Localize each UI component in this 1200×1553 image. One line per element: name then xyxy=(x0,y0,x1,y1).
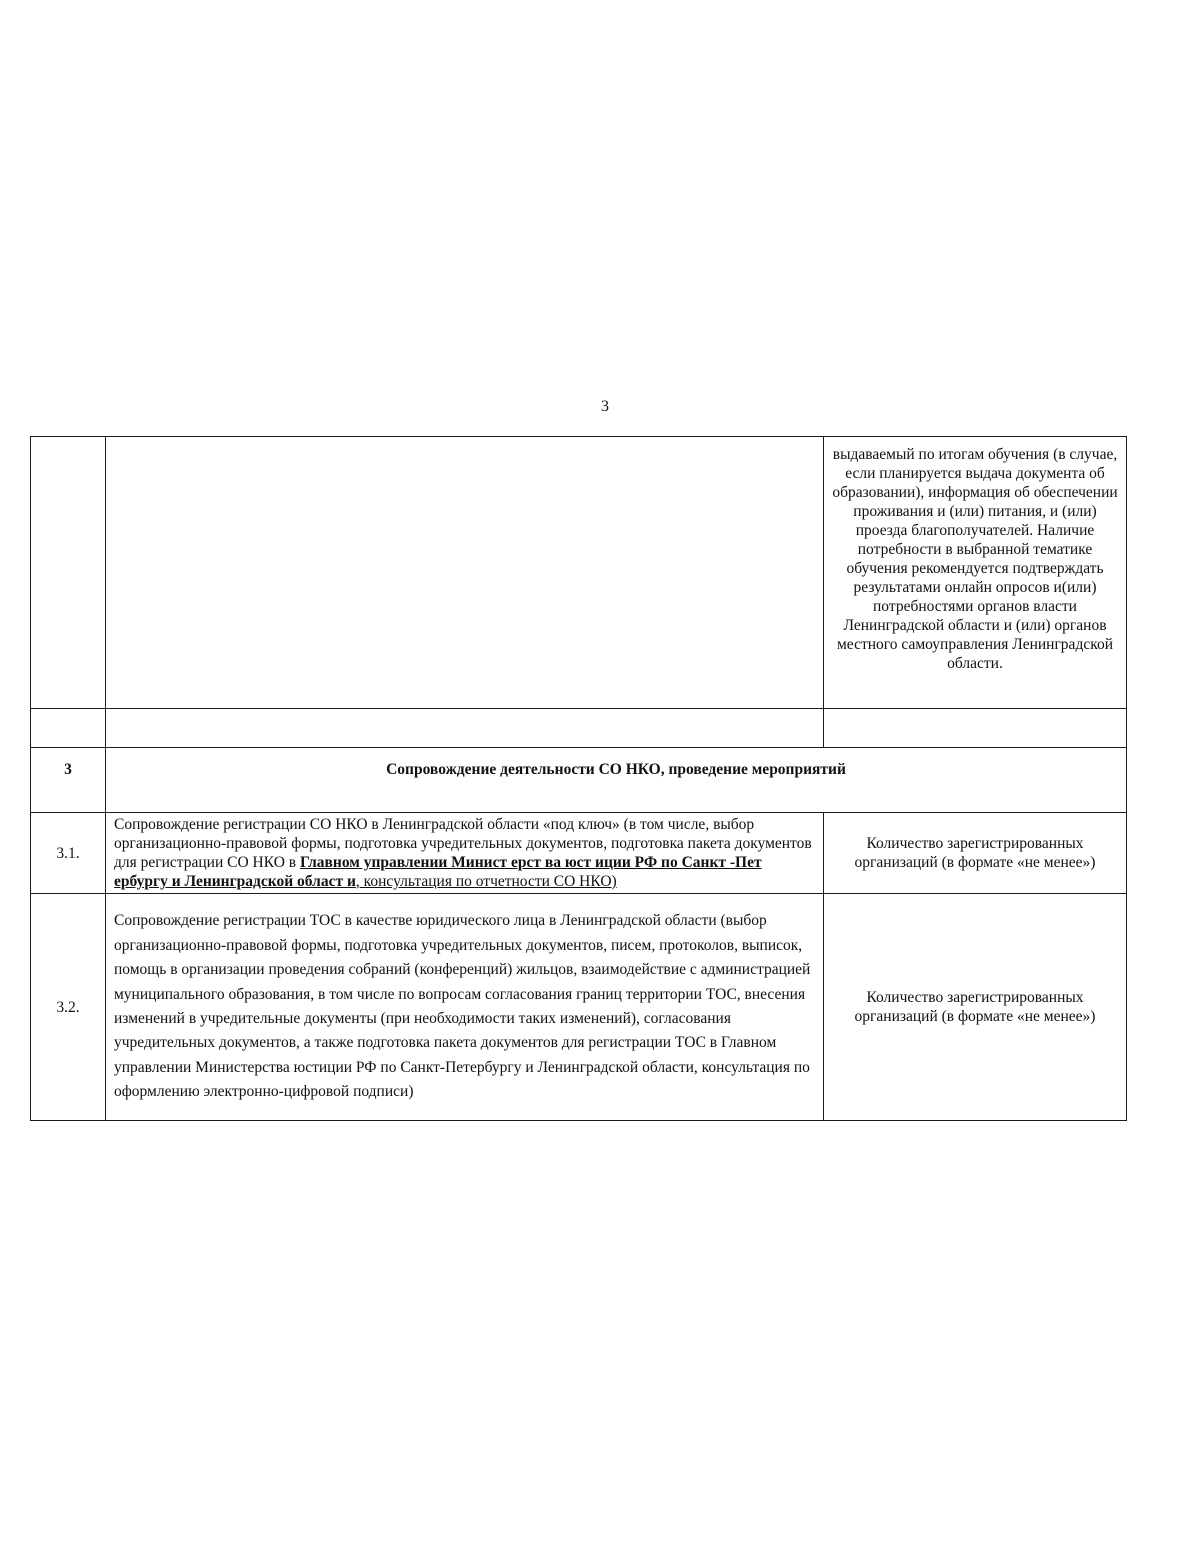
row-description: Сопровождение регистрации ТОС в качестве юридического лица в Ленинградской области (выбор организационно-правовой формы, подготовка учредительных документов, писем, протоколов, выписок, помощь в организации проведения собраний (конференций) жильцов, взаимодействие с администрацией муниципального образования, в том числе по вопросам согласования границ территории ТОС, внесения изменений в учредительные документы (при необходимости таких изменений), согласования учредительных документов, а также подготовка пакета документов для регистрации ТОС в Главном управлении Министерства юстиции РФ по Санкт-Петербургу и Ленинградской области, консультация по оформлению электронно-цифровой подписи) xyxy=(106,894,824,1121)
continuation-description-cell xyxy=(106,437,824,709)
row-number: 3.2. xyxy=(31,894,106,1121)
section-row xyxy=(31,748,1127,813)
row-description xyxy=(106,813,824,894)
table-row xyxy=(31,813,1127,894)
table-row xyxy=(31,894,1127,1121)
row-description-end-text: , консультация по отчетности СО НКО) xyxy=(355,873,617,890)
page-number: 3 xyxy=(601,398,609,415)
section-title: Сопровождение деятельности СО НКО, проведение мероприятий xyxy=(106,748,1127,813)
empty-row xyxy=(31,709,1127,748)
row-description-text: Сопровождение регистрации СО НКО в Ленинградской области «под ключ» (в том числе, выбор организационно-правовой формы, подготовка учредительных документов, подготовка пакета документов для регистрации СО НКО в xyxy=(114,816,812,871)
activities-table xyxy=(30,436,1127,1121)
row-indicator: Количество зарегистрированных организаций (в формате «не менее») xyxy=(824,813,1127,894)
empty-indicator-cell xyxy=(824,709,1127,748)
empty-number-cell xyxy=(31,709,106,748)
row-number: 3.1. xyxy=(31,813,106,894)
section-number: 3 xyxy=(31,748,106,813)
continuation-number-cell xyxy=(31,437,106,709)
continuation-indicator-cell: выдаваемый по итогам обучения (в случае, если планируется выдача документа об образовании), информация об обеспечении проживания и (или) питания, и (или) проезда благополучателей. Наличие потребности в выбранной тематике обучения рекомендуется подтверждать результатами онлайн опросов и(или) потребностями органов власти Ленинградской области и (или) органов местного самоуправления Ленинградской области. xyxy=(824,437,1127,709)
continuation-row xyxy=(31,437,1127,709)
empty-description-cell xyxy=(106,709,824,748)
row-description-bold-text: Главном управлении Минист ерст ва юст иции РФ по Санкт -Пет ербургу и Ленинградской област и xyxy=(114,854,762,890)
row-indicator: Количество зарегистрированных организаций (в формате «не менее») xyxy=(824,894,1127,1121)
